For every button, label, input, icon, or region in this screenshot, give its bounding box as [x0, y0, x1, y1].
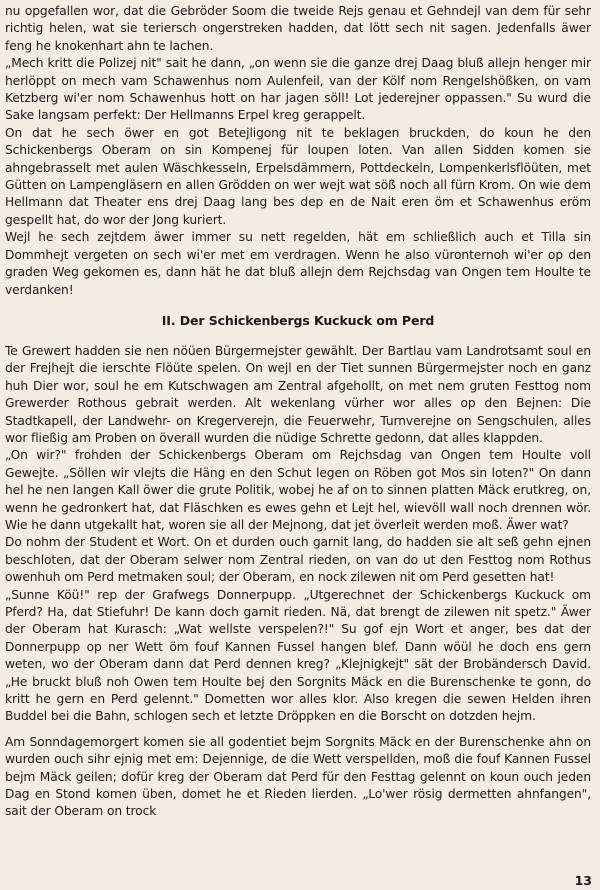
paragraph: „On wir?" frohden der Schickenbergs Oberam om Rejchsdag van Ongen tem Houlte voll Gewejte. „Söllen wir vlejts die Häng en den Schut legen on Röben got Mos sin loten?" On dann hel he nen langen Kall öwer die grute Politik, wobej he af on to sinnen platten Mäck erutkreg, on, wenn he gedronkert hat, dat Fläschken es ewes gehn et Lejt hel, wievöll wall noch drennen wör. Wie he dann utgekallt hat, woren sie all der Mejnong, dat jet överleit werden moß. Äwer wat? — [5, 448, 591, 532]
section-heading: II. Der Schickenbergs Kuckuck om Perd — [161, 312, 435, 328]
paragraph: nu opgefallen wor, dat die Gebröder Soom die tweide Rejs genau et Gehndejl van dem für sehr richtig helen, wat sie teriersch ongerstreken hadden, dat lött sech nit sagen. Jedenfalls äwer feng he knokenhart ahn te lachen. — [5, 4, 591, 53]
paragraph: Am Sonndagemorgert komen sie all godentiet bejm Sorgnits Mäck en der Burenschenke ahn on wurden ouch sihr ejnig met em: Dejennige, de die Wett verspellden, moß die fouf Kannen Fussel bejm Mäck geilen; dofür kreg der Oberam dat Perd für den Festtag gelennt on koun ouch jeden Dag en Stond komen üben, domet he et Rieden lierden. „Lo'wer rösig dermetten ahnfangen", sait der Oberam on trock — [5, 734, 591, 819]
paragraph: On dat he sech öwer en got Betejligong nit te beklagen bruckden, do koun he den Schickenbergs Oberam on sin Kompenej für loupen loten. Van allen Sidden komen sie ahngebrasselt met aulen Wäschkesseln, Erpelsdämmern, Pottdeckeln, Lompenkerlsflöüten, met Gütten on Lampengläsern en allen Grödden on wer wejt wat söß noch all fürn Krom. On wie dem Hellmann dat Theater ens drej Daag lang bes dep en de Nait eren öm et Schawenhus eröm gespellt hat, do wor der Jong kuriert. — [5, 125, 591, 227]
paragraph: „Mech kritt die Polizej nit" sait he dann, „on wenn sie die ganze drej Daag bluß allejn henger mir herlöppt on mech vam Schawenhus nom Aulenfeil, van der Kölf nom Rengelshößken, on vam Ketzberg wi'er nom Schawenhus hott on har jagen söll! Lot jederejner oppassen." Su wurd die Sake langsam perfekt: Der Hellmanns Erpel kreg gerappelt. — [5, 56, 591, 123]
paragraph: Te Grewert hadden sie nen nöüen Bürgermejster gewählt. Der Bartlau vam Landrotsamt soul en der Frejhejt die ierschte Flöüte spelen. On wejl en der Tiet sunnen Bürgermejster noch en ganz huh Dier wor, soul he em Kutschwagen am Zentral afgehollt, on met nem gruten Festtog nom Grewerder Rothous gebrait werden. Alt wekenlang vürher wor alles op den Bejnen: Die Stadtkapell, der Landwehr- on Kregerverejn, die Feuerwehr, Turnverejne on Sengschulen, alles wor fließig am Proben on överall wurden die nüdige Schrette gedonn, dat alles klappden. — [5, 343, 591, 445]
paragraph: Do nohm der Student et Wort. On et durden ouch garnit lang, do hadden sie alt seß gehn ejnen beschloten, dat der Oberam selwer nom Zentral rieden, on van do ut den Festtog nom Rothus owenhuh om Perd metmaken soul; der Oberam, en nock zilewen nit om Perd gesetten hat! — [5, 535, 591, 585]
paragraph: „Sunne Köü!" rep der Grafwegs Donnerpupp. „Utgerechnet der Schickenbergs Kuckuck om Pferd? Ha, dat Stiefuhr! De kann doch garnit rieden. Nä, dat brengt de zilewen nit spetz." Äwer der Oberam hat Kurasch: „Wat wellste verspelen?!" Su gof ejn Wort et anger, bes dat der Donnerpupp op ner Wett öm fouf Kannen Fussel hangen blef. Dann wöül he doch ens gern weten, wo der Oberam dann dat Perd dennen kreg? „Klejnigkejt" sät der Brobändersch David. „He bruckt bluß noh Owen tem Houlte bej den Sorgnits Mäck en die Burenschenke te gonn, do kritt he gern en Perd gelennt." Dometten wor alles klor. Also kregen die sewen Helden ihren Buddel bei die Bahn, schlogen sech et letzte Dröppken en die Borscht on dotzden hejm. — [5, 587, 591, 724]
paragraph: Wejl he sech zejtdem äwer immer su nett regelden, hät em schließlich auch et Tilla sin Dommhejt vergeten on sech wi'er met em verdragen. Wenn he also vüronternoh wi'er op den graden Weg gekomen es, dann hät he dat bluß allejn dem Rejchsdag van Ongen tem Houlte te verdanken! — [5, 230, 591, 297]
page-number: 13 — [574, 873, 592, 888]
